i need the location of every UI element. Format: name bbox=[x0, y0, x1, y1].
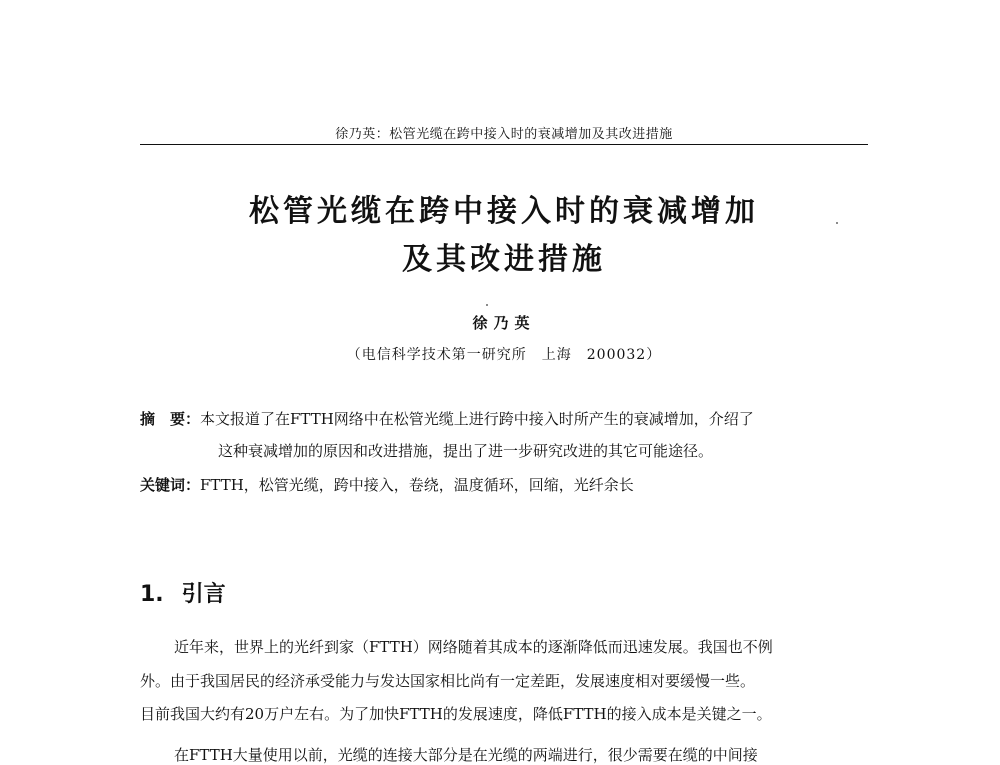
author: 徐乃英 bbox=[472, 314, 536, 332]
scan-speck bbox=[486, 304, 488, 306]
abstract-text-1: 本文报道了在FTTH网络中在松管光缆上进行跨中接入时所产生的衰减增加，介绍了 bbox=[200, 410, 754, 428]
abstract-line-1 bbox=[140, 408, 754, 429]
keywords bbox=[140, 474, 634, 495]
section-number: 1. bbox=[140, 582, 164, 607]
abstract-line-2: 这种衰减增加的原因和改进措施，提出了进一步研究改进的其它可能途径。 bbox=[218, 442, 714, 460]
running-head: 徐乃英：松管光缆在跨中接入时的衰减增加及其改进措施 bbox=[335, 127, 673, 142]
header-rule bbox=[140, 144, 868, 145]
title-line-1: 松管光缆在跨中接入时的衰减增加 bbox=[249, 194, 759, 229]
keywords-text: FTTH，松管光缆，跨中接入，卷绕，温度循环，回缩，光纤余长 bbox=[200, 476, 634, 494]
body-line-3: 目前我国大约有20万户左右。为了加快FTTH的发展速度，降低FTTH的接入成本是关键之一。 bbox=[140, 705, 772, 723]
section-heading bbox=[140, 577, 226, 608]
keywords-label: 关键词： bbox=[140, 476, 201, 494]
body-line-2: 外。由于我国居民的经济承受能力与发达国家相比尚有一定差距，发展速度相对要缓慢一些。 bbox=[140, 672, 756, 690]
scan-speck bbox=[836, 222, 838, 224]
body-line-4: 在FTTH大量使用以前，光缆的连接大部分是在光缆的两端进行，很少需要在缆的中间接 bbox=[174, 746, 758, 764]
section-title: 引言 bbox=[181, 582, 226, 607]
title-line-2: 及其改进措施 bbox=[402, 242, 606, 277]
affiliation: （电信科学技术第一研究所 上海 200032） bbox=[346, 347, 662, 363]
abstract-label: 摘 要： bbox=[140, 410, 201, 428]
body-line-1: 近年来，世界上的光纤到家（FTTH）网络随着其成本的逐渐降低而迅速发展。我国也不例 bbox=[174, 638, 773, 656]
